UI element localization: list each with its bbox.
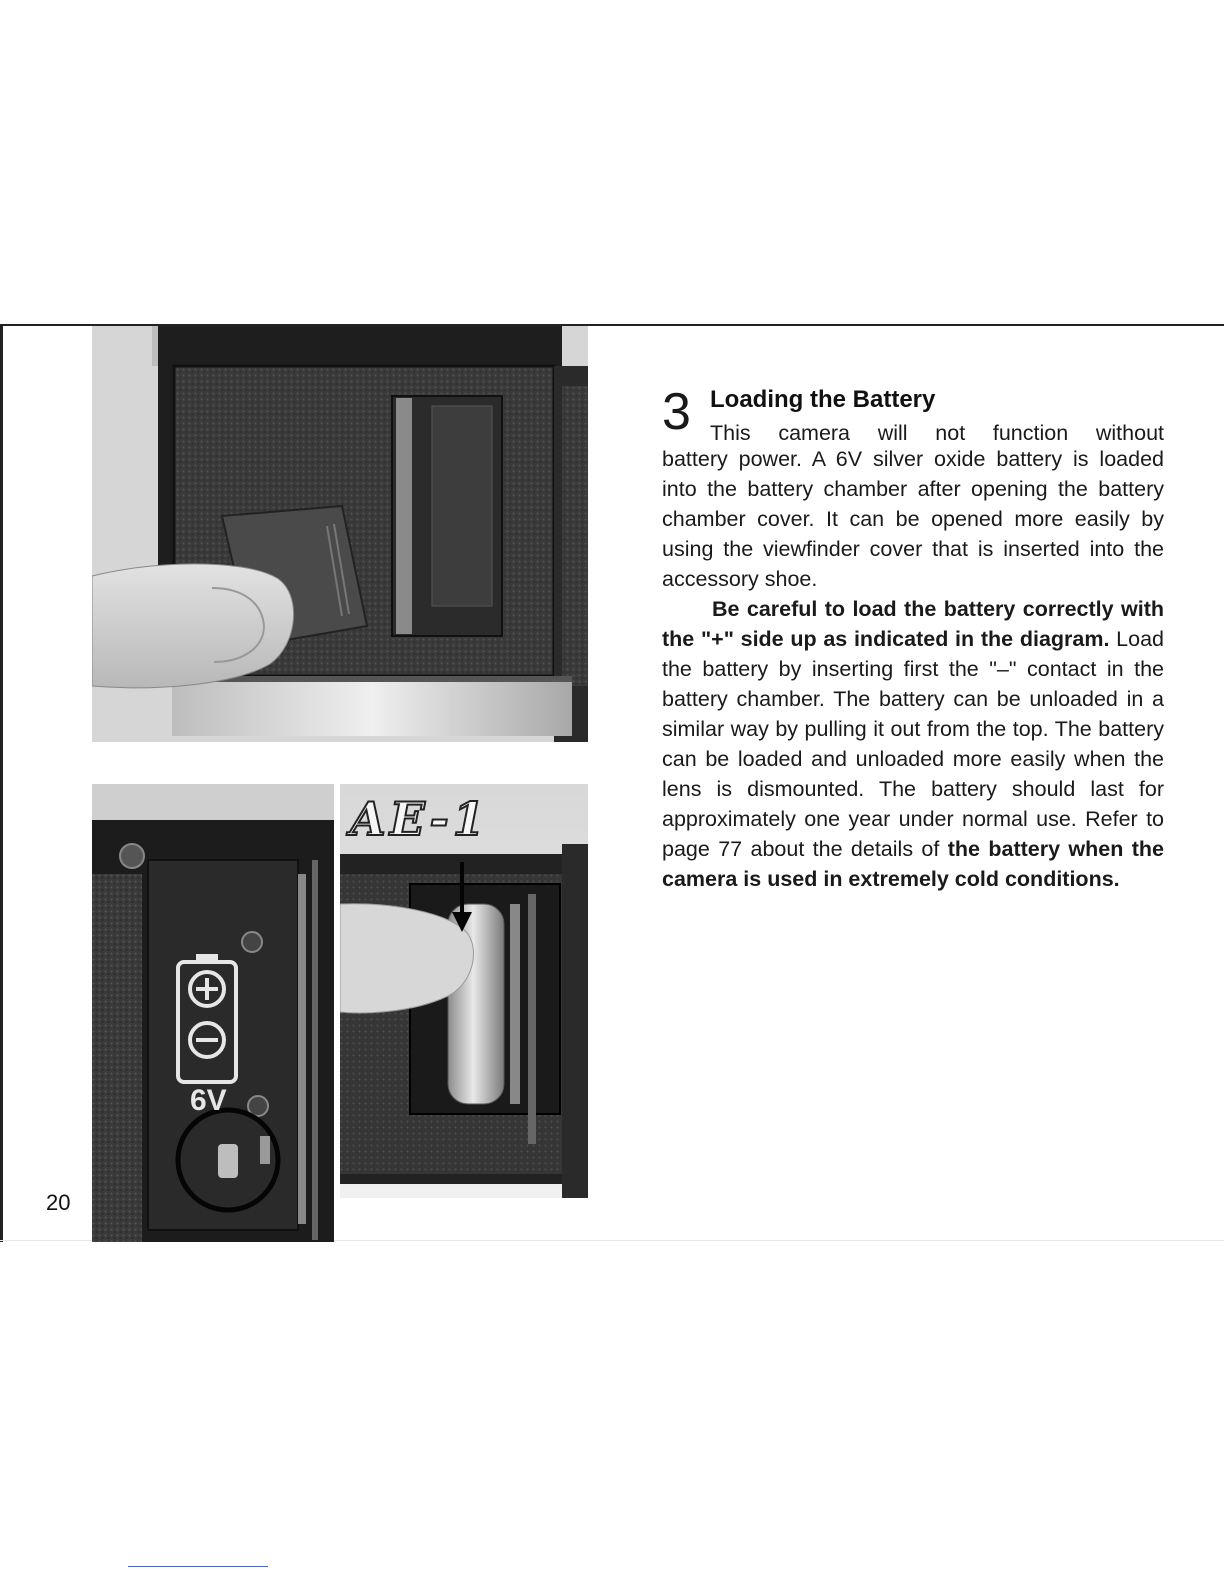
photo-opening-battery-cover — [92, 326, 588, 742]
battery-instructions — [662, 384, 1164, 894]
cold-conditions-note: the battery when the camera is used in extremely cold conditions. — [662, 837, 1165, 891]
loading-paragraph — [662, 594, 1164, 894]
section-title: Loading the Battery — [710, 386, 936, 413]
page-left-rule — [0, 324, 3, 1242]
photo-battery-chamber-diagram — [92, 784, 334, 1242]
intro-paragraph: battery power. A 6V silver oxide battery is loaded into the battery chamber after opening the battery chamber cover. It can be opened more easily by using the viewfinder cover that is inserted into the accessory shoe. — [662, 447, 1164, 591]
polarity-warning: Be careful to load the battery correctly with the "+" side up as indicated in the diagram. — [662, 597, 1164, 651]
loading-instructions: Load the battery by inserting first the "–" contact in the battery chamber. The battery can be unloaded in a similar way by pulling it out from the top. The battery can be loaded and unloaded more easily when the lens is dismounted. The battery should last for approximately one year under normal use. Refer to page 77 about the details of — [662, 627, 1164, 861]
page-number: 20 — [46, 1190, 71, 1215]
ae1-logo: AE-1 — [350, 792, 489, 846]
section-heading — [662, 384, 1164, 444]
footer-link-line — [128, 1566, 268, 1567]
photo-inserting-battery — [340, 784, 588, 1198]
intro-first-line: This camera will not function without — [710, 421, 1164, 445]
step-number: 3 — [662, 383, 691, 441]
battery-6v-label: 6V — [190, 1084, 227, 1117]
